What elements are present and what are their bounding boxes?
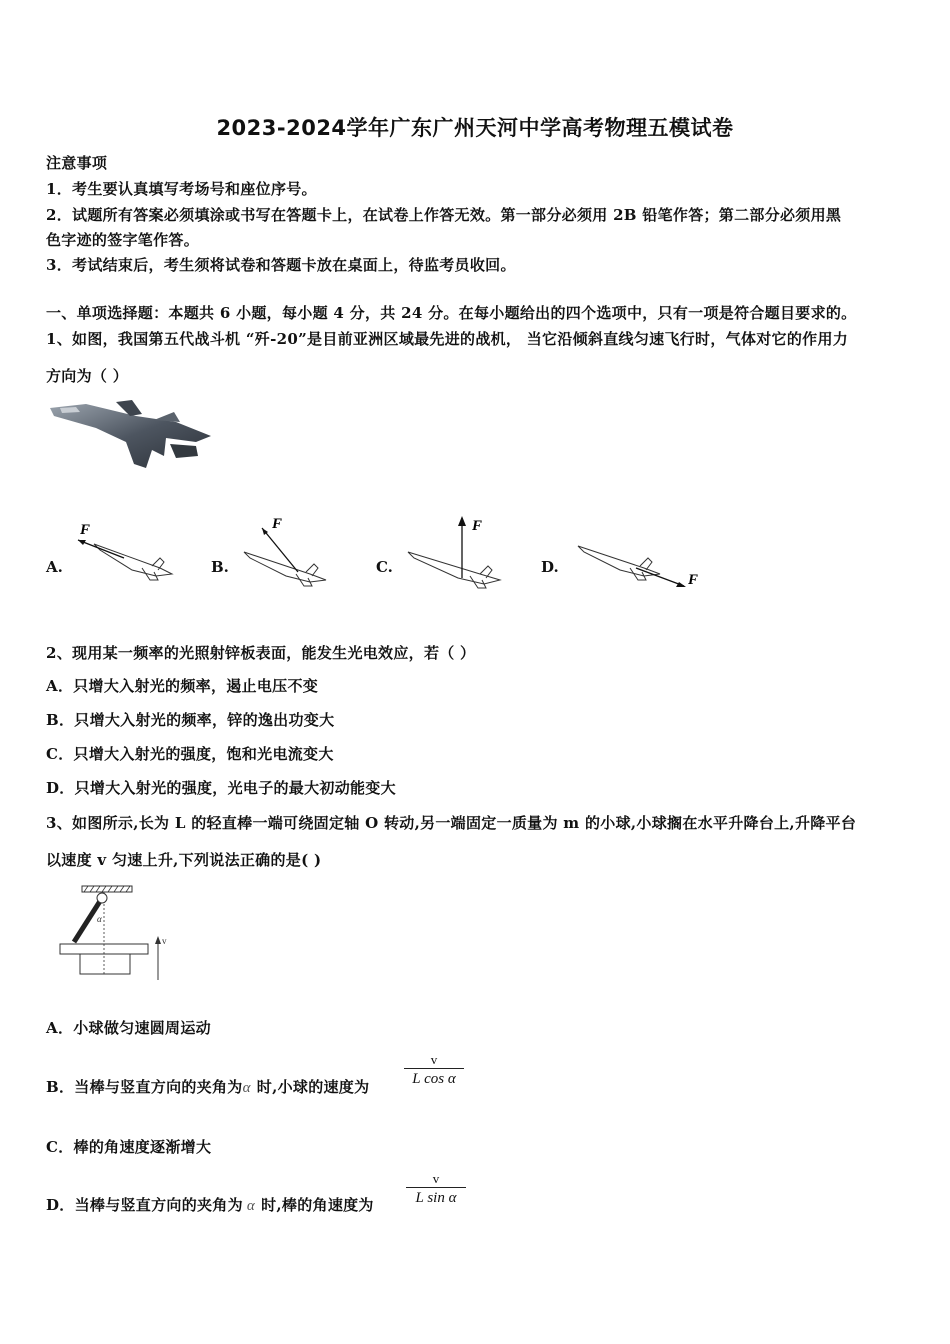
page-title: 2023-2024学年广东广州天河中学高考物理五模试卷 [216,116,734,140]
q1-option-b-diagram [240,514,340,594]
q1-option-c-label: C. [376,558,393,576]
q1-option-d-label: D. [541,558,559,576]
q1-stem-line1: 1、如图，我国第五代战斗机 “歼-20”是目前亚洲区域最先进的战机， 当它沿倾斜直线匀速飞行时，气体对它的作用力 [46,330,849,348]
q3-option-b-text: B．当棒与竖直方向的夹角为 [46,1078,243,1096]
q3-option-d [46,1194,374,1215]
q3-rod-platform-diagram [58,884,178,984]
q3-option-b [46,1076,369,1097]
q2-option-d: D．只增大入射光的强度，光电子的最大初动能变大 [46,779,396,797]
velocity-label: v [162,936,167,946]
q1-option-c-diagram [404,512,514,596]
force-label: F [272,516,283,532]
alpha-symbol: α [246,1198,256,1214]
q3-option-c: C．棒的角速度逐渐增大 [46,1138,212,1156]
q2-option-c: C．只增大入射光的强度，饱和光电流变大 [46,745,334,763]
q3-option-b-text-2: 时,小球的速度为 [256,1078,370,1096]
q2-stem: 2、现用某一频率的光照射锌板表面，能发生光电效应，若（ ） [46,644,476,662]
q3-option-d-fraction [406,1171,466,1208]
fraction-denominator: L sin α [415,1190,457,1206]
force-label: F [472,518,483,534]
notice-heading: 注意事项 [46,154,108,172]
q3-option-a: A．小球做匀速圆周运动 [46,1019,211,1037]
alpha-symbol: α [242,1080,251,1096]
q3-stem-line2: 以速度 v 匀速上升,下列说法正确的是( ) [46,851,322,869]
q1-option-a-diagram [72,518,182,593]
notice-item-2: 2．试题所有答案必须填涂或书写在答题卡上，在试卷上作答无效。第一部分必须用 2B 铅笔作答；第二部分必须用黑 [46,206,842,224]
q1-option-a-label: A. [46,558,63,576]
q3-option-d-text: D．当棒与竖直方向的夹角为 [46,1196,243,1214]
q2-option-b: B．只增大入射光的频率，锌的逸出功变大 [46,711,335,729]
q3-stem-line1: 3、如图所示,长为 L 的轻直棒一端可绕固定轴 O 转动,另一端固定一质量为 m 的小球,小球搁在水平升降台上,升降平台 [46,814,857,832]
q1-option-d-diagram [574,540,704,596]
q1-stem-line2: 方向为（ ） [46,367,129,385]
force-label: F [80,522,91,538]
force-label: F [688,572,699,588]
notice-item-3: 3．考试结束后，考生须将试卷和答题卡放在桌面上，待监考员收回。 [46,256,516,274]
q3-option-d-text-2: 时,棒的角速度为 [261,1196,374,1214]
fraction-numerator: v [430,1052,438,1067]
notice-item-2-cont: 色字迹的签字笔作答。 [46,231,200,249]
angle-label: α [97,914,102,924]
plane-sketch [94,544,172,580]
fraction-denominator: L cos α [412,1071,456,1087]
q3-option-b-fraction [404,1052,464,1089]
q2-option-a: A．只增大入射光的频率，遏止电压不变 [46,677,319,695]
fraction-numerator: v [432,1171,440,1186]
section-heading: 一、单项选择题：本题共 6 小题，每小题 4 分，共 24 分。在每小题给出的四个选项中，只有一项是符合题目要求的。 [46,304,857,322]
fighter-jet-image [46,398,216,473]
notice-item-1: 1．考生要认真填写考场号和座位序号。 [46,180,317,198]
q1-option-b-label: B. [211,558,229,576]
